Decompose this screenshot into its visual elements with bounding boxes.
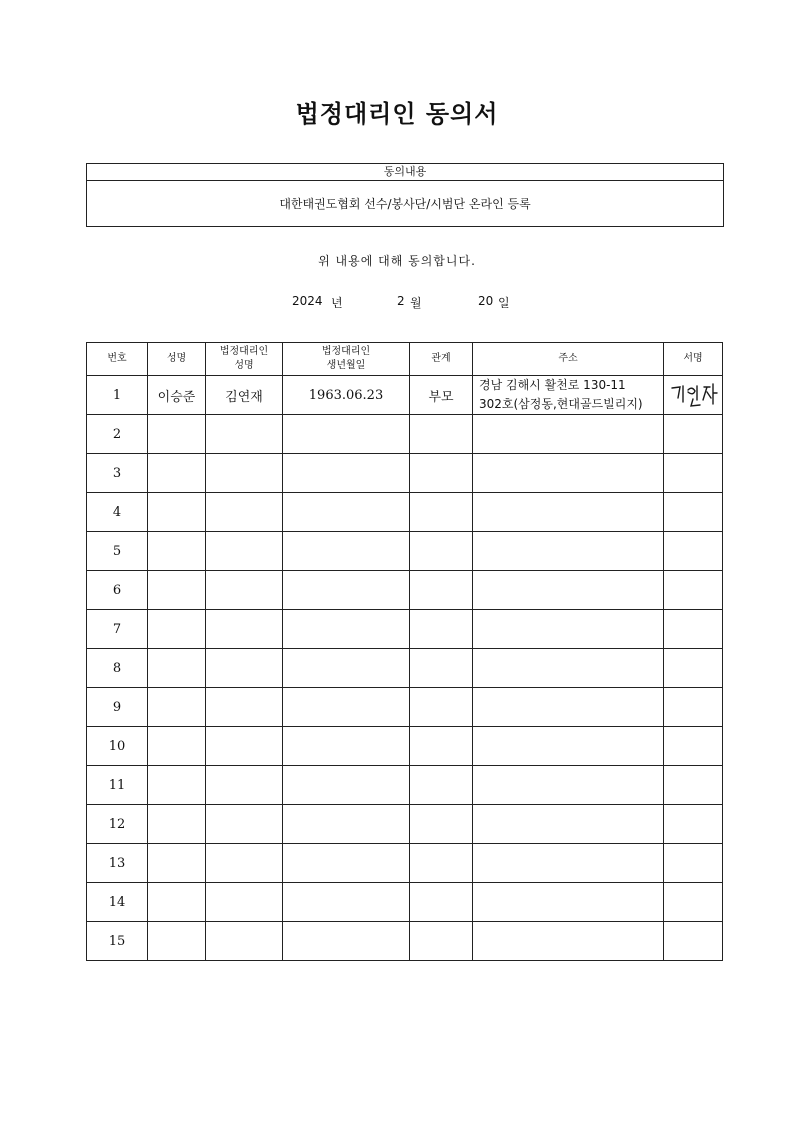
table-row xyxy=(87,454,723,493)
cell-guardian-birth xyxy=(283,610,410,649)
cell-guardian-name xyxy=(206,454,283,493)
cell-address xyxy=(473,688,664,727)
cell-relation xyxy=(410,805,473,844)
cell-address xyxy=(473,415,664,454)
cell-no: 12 xyxy=(87,805,148,844)
cell-name xyxy=(148,922,206,961)
cell-address xyxy=(473,493,664,532)
cell-relation xyxy=(410,766,473,805)
cell-guardian-name xyxy=(206,493,283,532)
cell-guardian-birth xyxy=(283,727,410,766)
cell-guardian-name xyxy=(206,415,283,454)
cell-no: 14 xyxy=(87,883,148,922)
cell-signature xyxy=(664,844,723,883)
cell-signature xyxy=(664,376,723,415)
cell-guardian-name xyxy=(206,922,283,961)
cell-relation xyxy=(410,610,473,649)
cell-relation xyxy=(410,883,473,922)
consent-body: 대한태권도협회 선수/봉사단/시범단 온라인 등록 xyxy=(279,197,531,211)
cell-signature xyxy=(664,805,723,844)
cell-signature xyxy=(664,649,723,688)
table-row xyxy=(87,415,723,454)
cell-no: 5 xyxy=(87,532,148,571)
table-row xyxy=(87,376,723,415)
table-row xyxy=(87,805,723,844)
cell-no: 13 xyxy=(87,844,148,883)
cell-guardian-name xyxy=(206,571,283,610)
header-guardian-birth-line1: 법정대리인 xyxy=(321,346,371,357)
cell-signature xyxy=(664,571,723,610)
cell-guardian-name xyxy=(206,649,283,688)
document-title: 법정대리인 동의서 xyxy=(295,100,499,128)
header-guardian-birth xyxy=(283,343,410,376)
cell-guardian-name xyxy=(206,766,283,805)
date-month-unit: 월 xyxy=(410,296,422,310)
cell-no: 11 xyxy=(87,766,148,805)
guardian-table xyxy=(86,342,723,961)
cell-no: 7 xyxy=(87,610,148,649)
cell-name xyxy=(148,493,206,532)
cell-signature xyxy=(664,415,723,454)
cell-relation xyxy=(410,415,473,454)
cell-no: 10 xyxy=(87,727,148,766)
cell-relation xyxy=(410,493,473,532)
cell-address xyxy=(473,922,664,961)
date-day-unit: 일 xyxy=(498,296,510,310)
cell-name xyxy=(148,727,206,766)
cell-guardian-name xyxy=(206,532,283,571)
cell-name xyxy=(148,610,206,649)
cell-name xyxy=(148,571,206,610)
cell-address xyxy=(473,805,664,844)
header-name: 성명 xyxy=(148,343,206,376)
header-guardian-name xyxy=(206,343,283,376)
cell-name xyxy=(148,649,206,688)
cell-guardian-birth xyxy=(283,649,410,688)
cell-guardian-name: 김연재 xyxy=(206,376,283,415)
cell-relation xyxy=(410,649,473,688)
cell-name xyxy=(148,883,206,922)
cell-relation xyxy=(410,922,473,961)
cell-guardian-birth xyxy=(283,805,410,844)
table-row xyxy=(87,610,723,649)
cell-guardian-birth xyxy=(283,844,410,883)
cell-guardian-birth xyxy=(283,883,410,922)
cell-address xyxy=(473,649,664,688)
date-year: 2024 xyxy=(292,294,323,308)
header-relation: 관계 xyxy=(410,343,473,376)
cell-signature xyxy=(664,922,723,961)
cell-guardian-name xyxy=(206,805,283,844)
cell-no: 15 xyxy=(87,922,148,961)
cell-no: 4 xyxy=(87,493,148,532)
cell-no: 1 xyxy=(87,376,148,415)
cell-address xyxy=(473,571,664,610)
cell-guardian-birth: 1963.06.23 xyxy=(283,376,410,415)
cell-guardian-birth xyxy=(283,415,410,454)
cell-signature xyxy=(664,493,723,532)
cell-address xyxy=(473,532,664,571)
cell-address xyxy=(473,454,664,493)
agree-statement: 위 내용에 대해 동의합니다. xyxy=(318,254,476,268)
cell-relation xyxy=(410,688,473,727)
cell-name xyxy=(148,805,206,844)
cell-name: 이승준 xyxy=(148,376,206,415)
cell-relation xyxy=(410,454,473,493)
cell-guardian-name xyxy=(206,727,283,766)
cell-guardian-name xyxy=(206,610,283,649)
table-row xyxy=(87,922,723,961)
header-no: 번호 xyxy=(87,343,148,376)
cell-guardian-birth xyxy=(283,571,410,610)
address-line2: 302호(삼정동,현대골드빌리지) xyxy=(479,397,643,411)
header-guardian-name-line2: 성명 xyxy=(234,360,254,371)
cell-guardian-birth xyxy=(283,766,410,805)
cell-no: 2 xyxy=(87,415,148,454)
cell-signature xyxy=(664,766,723,805)
table-row xyxy=(87,649,723,688)
table-header-row xyxy=(87,343,723,376)
header-address: 주소 xyxy=(473,343,664,376)
table-row xyxy=(87,844,723,883)
date-year-unit: 년 xyxy=(331,296,343,310)
cell-address xyxy=(473,766,664,805)
table-row xyxy=(87,688,723,727)
cell-guardian-name xyxy=(206,844,283,883)
cell-signature xyxy=(664,454,723,493)
consent-header: 동의내용 xyxy=(87,164,723,181)
cell-signature xyxy=(664,688,723,727)
cell-guardian-birth xyxy=(283,454,410,493)
header-signature: 서명 xyxy=(664,343,723,376)
cell-relation xyxy=(410,727,473,766)
cell-name xyxy=(148,415,206,454)
header-guardian-name-line1: 법정대리인 xyxy=(219,346,269,357)
cell-no: 3 xyxy=(87,454,148,493)
cell-address xyxy=(473,727,664,766)
cell-no: 9 xyxy=(87,688,148,727)
cell-no: 8 xyxy=(87,649,148,688)
cell-address xyxy=(473,883,664,922)
consent-box xyxy=(86,163,724,227)
table-row xyxy=(87,727,723,766)
table-row xyxy=(87,766,723,805)
cell-name xyxy=(148,454,206,493)
address-line1: 경남 김해시 활천로 130-11 xyxy=(479,378,626,392)
cell-guardian-birth xyxy=(283,688,410,727)
cell-no: 6 xyxy=(87,571,148,610)
cell-guardian-name xyxy=(206,688,283,727)
cell-relation xyxy=(410,571,473,610)
cell-signature xyxy=(664,727,723,766)
cell-address xyxy=(473,376,664,415)
table-row xyxy=(87,883,723,922)
cell-address xyxy=(473,844,664,883)
cell-relation xyxy=(410,844,473,883)
cell-name xyxy=(148,688,206,727)
cell-signature xyxy=(664,532,723,571)
table-row xyxy=(87,493,723,532)
cell-guardian-birth xyxy=(283,922,410,961)
cell-relation xyxy=(410,532,473,571)
header-guardian-birth-line2: 생년월일 xyxy=(326,360,366,371)
cell-name xyxy=(148,844,206,883)
table-row xyxy=(87,571,723,610)
cell-guardian-birth xyxy=(283,532,410,571)
cell-name xyxy=(148,766,206,805)
cell-relation: 부모 xyxy=(410,376,473,415)
cell-name xyxy=(148,532,206,571)
date-month: 2 xyxy=(397,294,405,308)
cell-guardian-birth xyxy=(283,493,410,532)
cell-signature xyxy=(664,610,723,649)
table-row xyxy=(87,532,723,571)
cell-guardian-name xyxy=(206,883,283,922)
cell-signature xyxy=(664,883,723,922)
date-day: 20 xyxy=(478,294,494,308)
cell-address xyxy=(473,610,664,649)
handwritten-signature xyxy=(666,378,720,412)
